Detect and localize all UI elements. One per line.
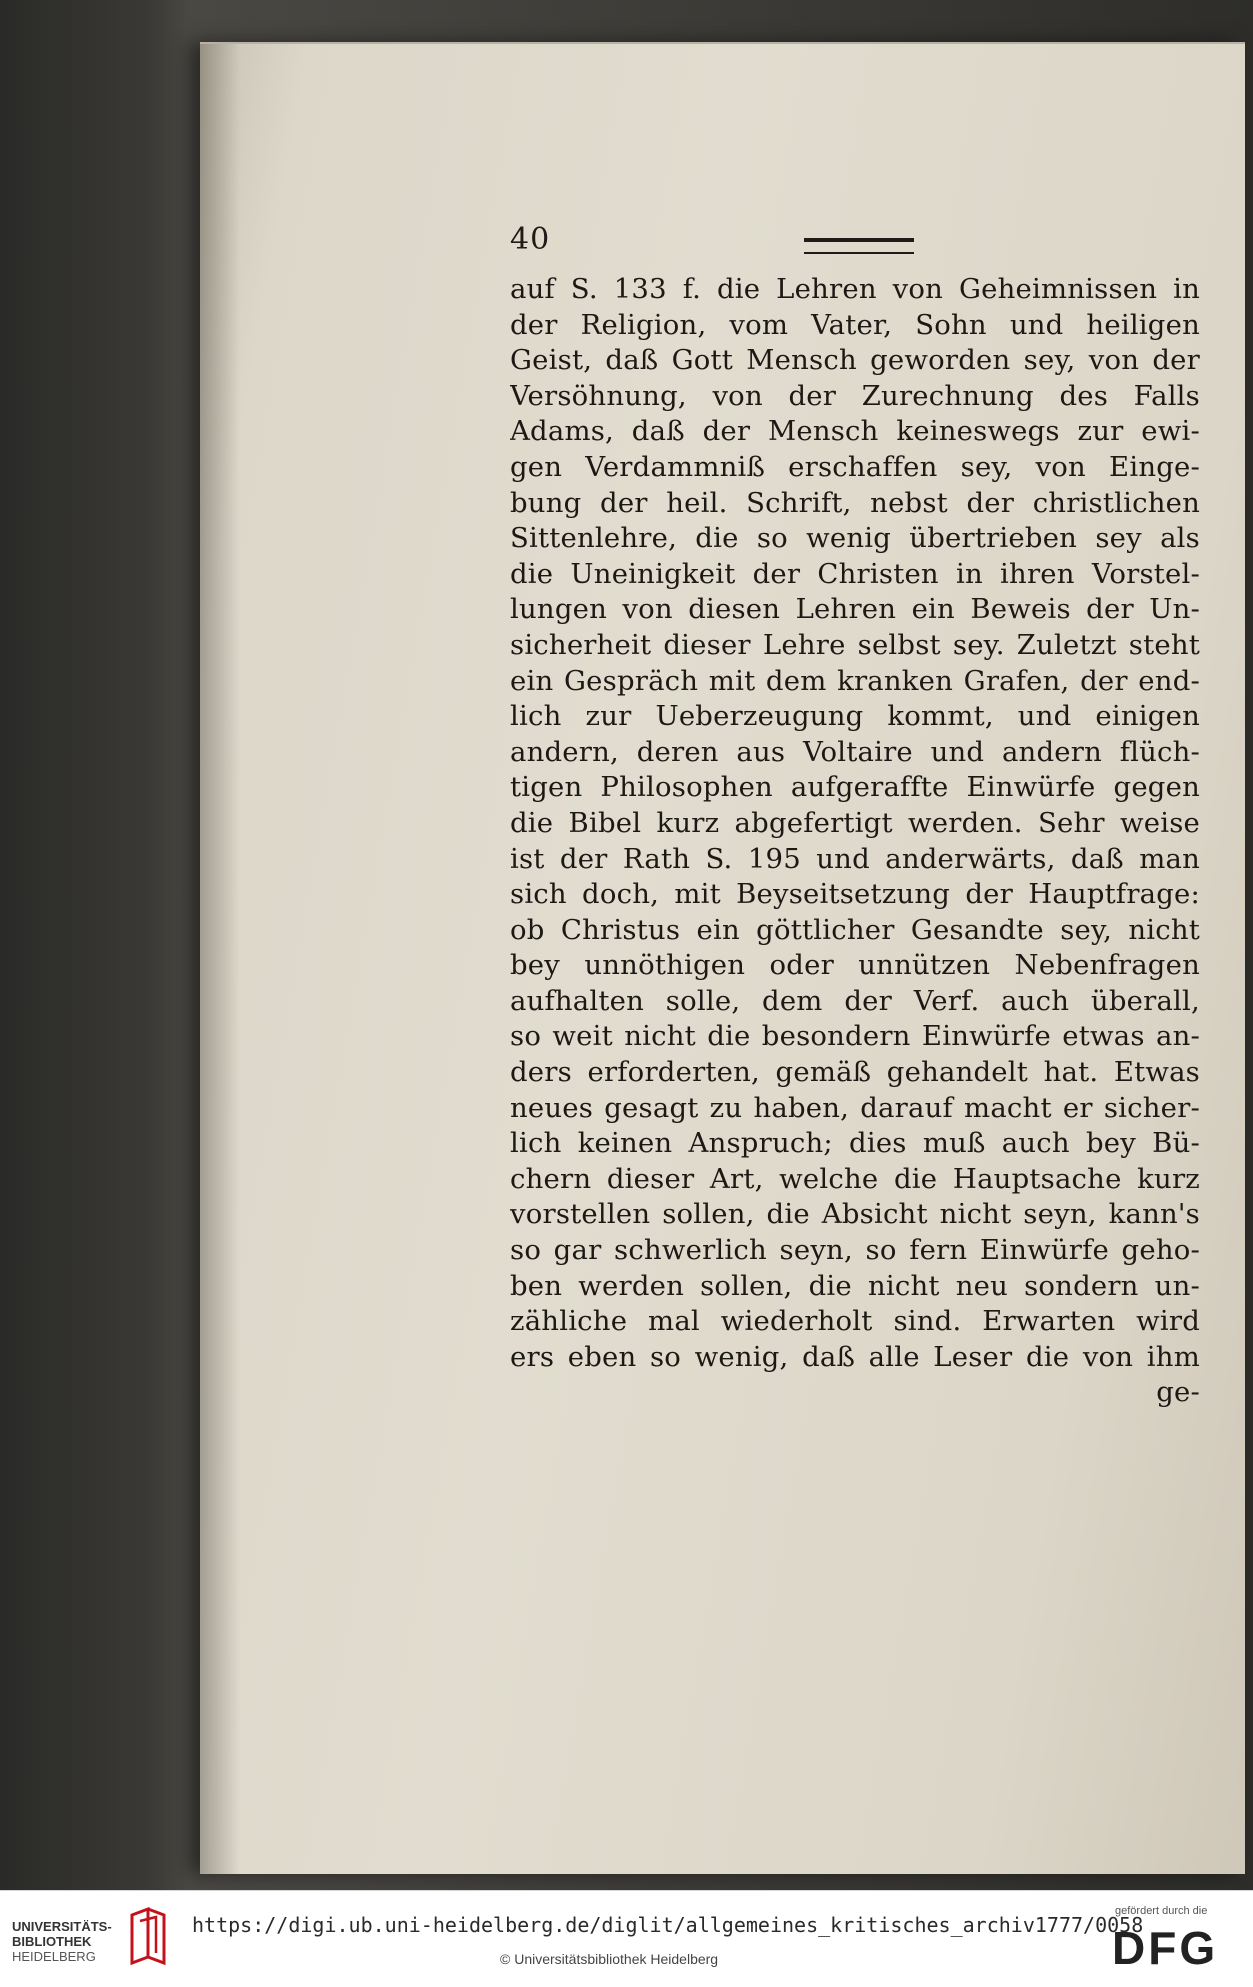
dfg-logo: DFG [1112, 1922, 1219, 1974]
text-line: bung der heil. Schrift, nebst der christlichen [510, 486, 1200, 519]
library-name-line-1: UNIVERSITÄTS- [12, 1919, 112, 1934]
copyright-notice: © Universitätsbibliothek Heidelberg [500, 1951, 719, 1967]
text-line: ers eben so wenig, daß alle Leser die von ihm [510, 1340, 1200, 1373]
text-line: sicherheit dieser Lehre selbst sey. Zuletzt steht [510, 628, 1200, 661]
text-line: Versöhnung, von der Zurechnung des Falls [510, 379, 1200, 412]
text-line: ist der Rath S. 195 und anderwärts, daß man [510, 842, 1200, 875]
text-line: sich doch, mit Beyseitsetzung der Hauptfrage: [510, 878, 1200, 911]
text-line: so gar schwerlich seyn, so fern Einwürfe geho- [510, 1234, 1200, 1267]
book-page [200, 42, 1245, 1874]
text-line: die Bibel kurz abgefertigt werden. Sehr weise [510, 806, 1200, 839]
library-name-line-2: BIBLIOTHEK [12, 1934, 92, 1949]
text-line: der Religion, vom Vater, Sohn und heiligen [510, 308, 1200, 341]
text-line: ob Christus ein göttlicher Gesandte sey, nicht [510, 913, 1200, 946]
library-logo-icon [128, 1905, 168, 1965]
permalink-url[interactable]: https://digi.ub.uni-heidelberg.de/diglit/allgemeines_kritisches_archiv1777/0058 [192, 1913, 1144, 1937]
text-line: Geist, daß Gott Mensch geworden sey, von der [510, 344, 1200, 377]
library-name-line-3: HEIDELBERG [12, 1949, 96, 1964]
library-logo-text [12, 1919, 112, 1964]
text-line: andern, deren aus Voltaire und andern flüch- [510, 735, 1200, 768]
text-line: lich zur Ueberzeugung kommt, und einigen [510, 700, 1200, 733]
funding-label: gefördert durch die [1115, 1905, 1208, 1917]
text-line: ben werden sollen, die nicht neu sondern un- [510, 1269, 1200, 1302]
text-line: vorstellen sollen, die Absicht nicht seyn, kann's [510, 1198, 1200, 1231]
text-line: neues gesagt zu haben, darauf macht er sicher- [510, 1091, 1200, 1124]
body-text [510, 272, 1200, 1411]
text-line: chern dieser Art, welche die Hauptsache kurz [510, 1162, 1200, 1195]
catchword: ge- [1156, 1376, 1200, 1409]
text-line: lich keinen Anspruch; dies muß auch bey Bü- [510, 1127, 1200, 1160]
page-number: 40 [510, 222, 551, 257]
text-line: die Uneinigkeit der Christen in ihren Vorstel- [510, 557, 1200, 590]
text-line: Sittenlehre, die so wenig übertrieben sey als [510, 522, 1200, 555]
text-line: so weit nicht die besondern Einwürfe etwas an- [510, 1020, 1200, 1053]
text-line: ein Gespräch mit dem kranken Grafen, der end- [510, 664, 1200, 697]
text-line: Adams, daß der Mensch keineswegs zur ewi- [510, 415, 1200, 448]
text-line: bey unnöthigen oder unnützen Nebenfragen [510, 949, 1200, 982]
text-line: lungen von diesen Lehren ein Beweis der Un- [510, 593, 1200, 626]
text-line: zähliche mal wiederholt sind. Erwarten wird [510, 1305, 1200, 1338]
header-ornament-rule [804, 238, 914, 254]
viewer-footer [0, 1890, 1253, 1987]
text-line: tigen Philosophen aufgeraffte Einwürfe gegen [510, 771, 1200, 804]
text-line: aufhalten solle, dem der Verf. auch überall, [510, 984, 1200, 1017]
text-line: gen Verdammniß erschaffen sey, von Einge- [510, 450, 1200, 483]
page-header [510, 222, 1110, 262]
text-line: auf S. 133 f. die Lehren von Geheimnissen in [510, 273, 1200, 305]
text-line: ders erforderten, gemäß gehandelt hat. Etwas [510, 1056, 1200, 1089]
